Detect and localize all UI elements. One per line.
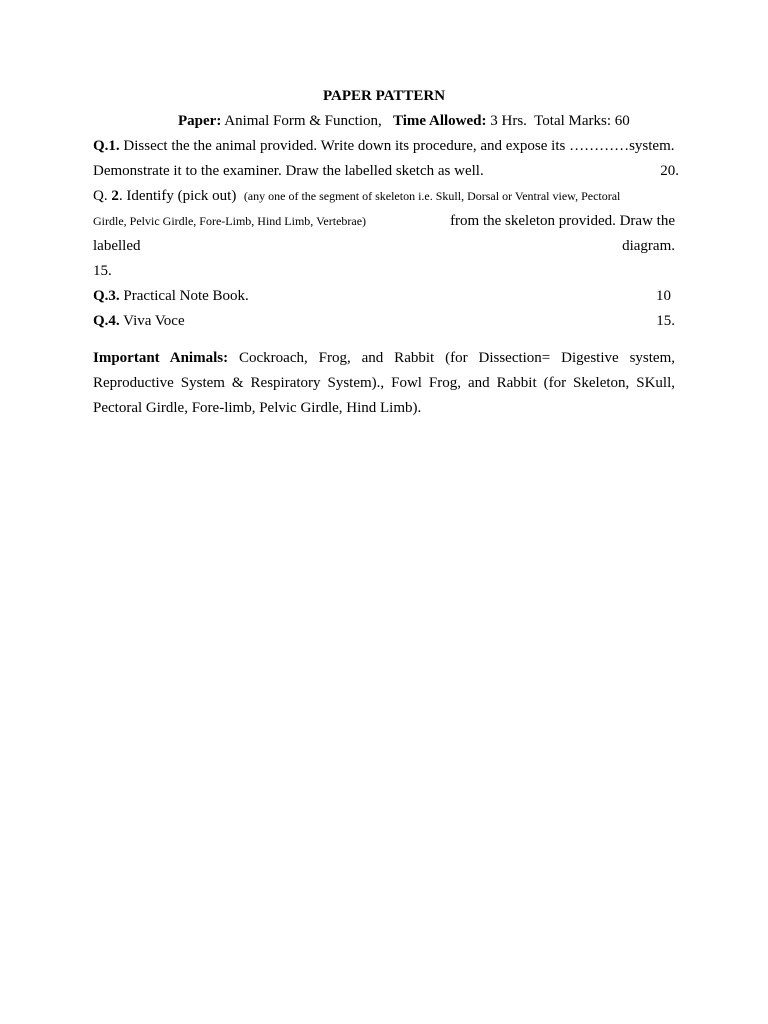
important-text: Cockroach, Frog, and Rabbit (for Dissection= Digestive system, Reproductive System & Respiratory System)., Fowl Frog, and Rabbit (for Skeleton, SKull, Pectoral Girdle, Fore-limb, Pelvic Girdle, Hind Limb). bbox=[93, 350, 675, 416]
q2-number: 2 bbox=[111, 188, 119, 204]
q1-text-line2: Demonstrate it to the examiner. Draw the labelled sketch as well. bbox=[93, 163, 484, 179]
total-marks: Total Marks: 60 bbox=[534, 113, 630, 129]
q2-line4 bbox=[93, 259, 675, 284]
q2-diagram: diagram. bbox=[622, 238, 675, 254]
q2-labelled: labelled bbox=[93, 238, 141, 254]
q4-line bbox=[93, 309, 675, 334]
q2-small-line1: (any one of the segment of skeleton i.e. Skull, Dorsal or Ventral view, Pectoral bbox=[243, 189, 621, 203]
paper-label: Paper: bbox=[178, 113, 222, 129]
q2-prefix: Q. bbox=[93, 188, 112, 204]
time-label: Time Allowed: bbox=[393, 113, 487, 129]
q2-line1 bbox=[93, 184, 675, 209]
important-animals bbox=[93, 346, 675, 421]
q2-line2 bbox=[93, 209, 675, 234]
paper-value: Animal Form & Function, bbox=[221, 113, 382, 129]
q2-lead: . Identify (pick out) bbox=[118, 188, 237, 204]
q4-text: Viva Voce bbox=[119, 313, 185, 329]
q3-text: Practical Note Book. bbox=[119, 288, 249, 304]
q2-small-line2: Girdle, Pelvic Girdle, Fore-Limb, Hind Limb, Vertebrae) bbox=[93, 214, 367, 228]
q2-marks: 15. bbox=[93, 263, 112, 279]
q3-marks: 10 bbox=[656, 288, 671, 304]
q2-line3 bbox=[93, 234, 675, 259]
important-label: Important Animals: bbox=[93, 350, 229, 366]
q3-line bbox=[93, 284, 675, 309]
q1-marks: 20. bbox=[660, 163, 679, 179]
q1-line1 bbox=[93, 134, 675, 159]
spacer bbox=[93, 334, 675, 346]
time-value: 3 Hrs. bbox=[486, 113, 527, 129]
q2-rest: from the skeleton provided. Draw the bbox=[450, 213, 675, 229]
q1-number: Q.1. bbox=[93, 138, 120, 154]
document-page bbox=[93, 84, 679, 421]
q4-number: Q.4. bbox=[93, 313, 120, 329]
page-title bbox=[93, 84, 675, 109]
title-text: PAPER PATTERN bbox=[322, 88, 446, 104]
q3-number: Q.3. bbox=[93, 288, 120, 304]
paper-info bbox=[93, 109, 675, 134]
q1-text-line1: Dissect the the animal provided. Write down its procedure, and expose its …………system. bbox=[119, 138, 675, 154]
q4-marks: 15. bbox=[656, 313, 675, 329]
q1-line2 bbox=[93, 159, 679, 184]
